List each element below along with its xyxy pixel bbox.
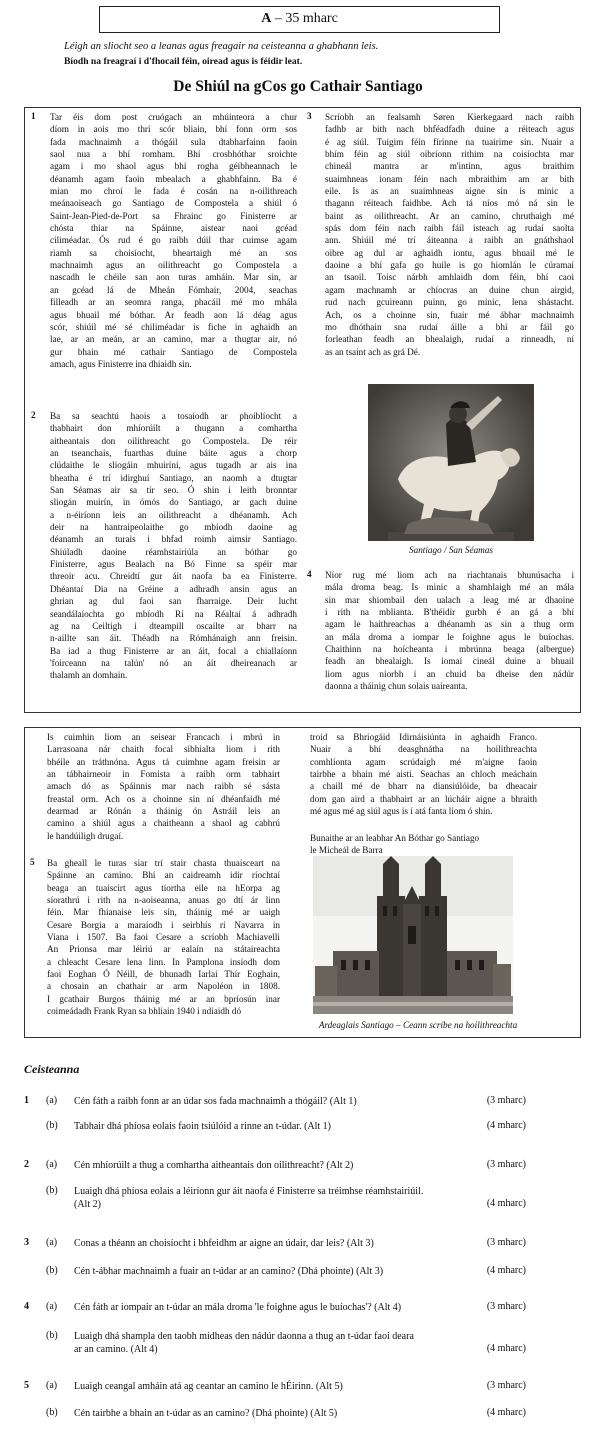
text-line: seandálaíochta go mbíodh Rí na Réaltaí á adhradh: [50, 608, 297, 619]
text-line: déanamh an turais i bhfad roimh aimsir Santiago.: [50, 534, 297, 545]
question-part: (b): [46, 1120, 58, 1131]
passage-title: De Shiúl na gCos go Cathair Santiago: [173, 78, 423, 95]
question-text-line: Luaigh dhá shampla den taobh mídheas den nádúr daonna a thug an t-údar faoi deara: [74, 1331, 414, 1342]
text-line: Scríobh an fealsamh Søren Kierkegaard nach raibh: [325, 112, 574, 122]
paragraph-2: [50, 410, 297, 682]
text-line: clúdaithe le sliogáin mhuiríní, agus tugadh ar ais ina: [50, 460, 297, 471]
source-credit: [310, 832, 540, 857]
section-marks: – 35 mharc: [274, 11, 338, 26]
santiago-statue-image: [368, 384, 534, 541]
text-line: mian mo chroí le fada é cosán na n-oilithreach: [50, 186, 297, 197]
questions-heading: Ceisteanna: [24, 1062, 80, 1076]
text-line: daoine a bhí gafa go huile is go hiomlán le cúramaí: [325, 260, 574, 271]
text-line: Dhéantaí Dia na Gréine a adhradh ansin agus an: [50, 583, 297, 594]
text-line: agam le haithreachas a dhéanamh as sin a thug orm: [325, 619, 574, 630]
question-text: [74, 1301, 504, 1314]
question-text-line: (Alt 2): [74, 1199, 101, 1210]
text-line: ciliméadar. Ós rud é go raibh dúil thar cuimse agam: [50, 235, 297, 246]
question-part: (a): [46, 1095, 58, 1106]
text-line: sliogán muirín, in ómós do Santiago, ar gach duine: [50, 497, 297, 508]
text-line: spás dom féin nach raibh fáil isteach ag rudaí saolta: [325, 223, 574, 234]
question-number: 4: [24, 1301, 29, 1312]
paragraph-number-1: 1: [31, 111, 36, 121]
question-marks: (4 mharc): [486, 1265, 526, 1276]
text-line: mé agus mé ag siúl agus is í atá fanta liom ó shin.: [310, 806, 493, 817]
text-line: a chleacht Cesare lena linn. In Pamplona insíodh dom: [47, 956, 280, 967]
paragraph-5-continued: [310, 731, 537, 817]
text-line: as an tsaint ach as grá Dé.: [325, 346, 421, 357]
text-line: liom agus níorbh í an chuid ba dheise den nádúr: [325, 668, 574, 679]
text-line: gur bhain mé cathair Santiago de Compostela: [50, 346, 297, 357]
text-line: beaga an tuaiscirt agus tíortha eile na hEorpa ag: [47, 882, 280, 893]
text-line: amach dó as Spáinnis mar nach raibh sé sásta: [47, 781, 280, 792]
question-text: [74, 1407, 504, 1420]
text-line: ghrian ag dul faoi san fharraige. Deir lucht: [50, 596, 297, 607]
text-line: baint as oilithreacht. Ar an camino, chruthaigh mé: [325, 210, 574, 221]
text-line: suaimhneas ionam féin nach mbraithim am ar bith: [325, 173, 574, 184]
text-line: an gcéad lá de Mheán Fómhair, 2004, seachas: [50, 284, 297, 295]
text-line: Saint-Jean-Pied-de-Port sa Fhrainc go Finisterre ar: [50, 210, 297, 221]
text-line: oibre ag dul ar aghaidh iontu, agus bhuail mé le: [325, 247, 574, 258]
text-line: eile. Is as an suaimhneas aigne sin is minic a: [325, 186, 574, 197]
text-line: chineál mantra ar m'intinn, agus braithim: [325, 161, 574, 172]
text-line: troid sa Bhriogáid Idirnáisiúnta in aghaidh Franco.: [310, 732, 537, 742]
text-line: Nuair a bhí deasghnátha na hoilithreachta: [310, 744, 537, 755]
question-text: [74, 1237, 504, 1250]
paragraph-4-continued: [47, 731, 280, 842]
text-line: rud nach gcuireann puinn, go minic, lena shástacht.: [325, 297, 574, 308]
text-line: dearmad ar Rónán a tháinig ón Astráil leis an: [47, 806, 280, 817]
text-line: thagann réiteach faidhbe. Ach tá níos mó ná sin le: [325, 198, 574, 209]
question-marks: (3 mharc): [486, 1237, 526, 1248]
text-line: le handúiligh drugaí.: [47, 830, 124, 841]
question-number: 3: [24, 1237, 29, 1248]
question-text-line: Cén t-ábhar machnaimh a fuair an t-údar ar an camino? (Dhá phointe) (Alt 3): [74, 1266, 384, 1277]
text-line: ag na Ceiltigh i dteampill oscailte ar bharr na: [50, 620, 297, 631]
cathedral-caption: Ardeaglais Santiago – Ceann scríbe na hoilithreachta: [318, 1020, 518, 1030]
text-line: an tábhairneoir in Fomista a raibh orm tabhairt: [47, 769, 280, 780]
text-line: Ach, os a choinne sin, fuair mé ábhar machnaimh: [325, 309, 574, 320]
question-marks: (3 mharc): [486, 1095, 526, 1106]
text-line: threoir acu. Chreidtí gur áit naofa ba ea Finisterre.: [50, 571, 297, 582]
text-line: faoi Eoghan Ó Néill, de bhunadh Iarlaí Thír Eoghain,: [47, 969, 280, 980]
question-text: [74, 1330, 504, 1356]
question-part: (a): [46, 1380, 58, 1391]
text-line: Is cuimhin liom an seisear Francach i mbrú in: [47, 732, 280, 742]
question-text-line: Tabhair dhá phíosa eolais faoin tsiúlóid a rinne an t-údar. (Alt 1): [74, 1121, 332, 1132]
question-text-line: Cén mhíorúilt a thug a comhartha aitheantais don oilithreacht? (Alt 2): [74, 1160, 354, 1171]
text-line: camino a shiúl agus a chaitheann a shaol ag cabhrú: [47, 818, 280, 829]
text-line: machnaimh agus an oilithreacht go Compostela a: [50, 260, 297, 271]
question-number: 2: [24, 1159, 29, 1170]
text-line: bhéile an tráthnóna. Agus tá cuimhne agam freisin ar: [47, 756, 280, 767]
question-text: [74, 1120, 504, 1133]
paragraph-number-2: 2: [31, 410, 36, 420]
question-text: [74, 1185, 504, 1211]
question-text: [74, 1095, 504, 1108]
question-part: (b): [46, 1407, 58, 1418]
text-line: riamh sa choisíocht, bheartaigh mé an sos: [50, 247, 297, 258]
question-marks: (4 mharc): [486, 1407, 526, 1418]
text-line: 'foirceann na talún' nó an áit dheireanach ar: [50, 657, 297, 668]
text-line: filleadh ar an seomra ranga, phacáil mé mo mhála: [50, 297, 297, 308]
text-line: saol nua a bhí romham. Bhí crosbhóthar sroichte: [50, 149, 297, 160]
text-line: scór, shiúil mé sé chiliméadar is fiche in aghaidh an: [50, 321, 297, 332]
text-line: Spáinne an camino. Bhí an caidreamh idir ríochtaí: [47, 870, 280, 881]
text-line: feadh an bhealaigh. Is iomaí cineál duine a bhuail: [325, 656, 574, 667]
text-line: Shiúladh daoine réamhstairiúla an bóthar go: [50, 546, 297, 557]
text-line: chósta thiar na Spáinne, aistear naoi gcéad: [50, 223, 297, 234]
question-marks: (4 mharc): [486, 1120, 526, 1131]
text-line: síorathrú i rith na n-aoiseanna, anuas go dtí ár linn: [47, 895, 280, 906]
text-line: déanamh agam faoin mbealach a ghabhfainn. Ba é: [50, 173, 297, 184]
question-text-line: Cén tairbhe a bhain an t-údar as an camino? (Dhá phointe) (Alt 5): [74, 1408, 338, 1419]
text-line: Tar éis dom post cruógach an mhúinteora a chur: [50, 112, 297, 122]
paragraph-4: [325, 569, 574, 692]
text-line: An Prionsa mar léiriú ar ealaín na státaireachta: [47, 944, 280, 955]
text-line: é ag siúl. Tuigim féin fírinne na tuairime sin. Nuair a: [325, 136, 574, 147]
text-line: Ba iad a thug Finisterre ar an áit, focal a chiallaíonn: [50, 645, 297, 656]
question-text-line: Conas a théann an choisíocht i bhfeidhm ar aigne an údair, dar leis? (Alt 3): [74, 1238, 374, 1249]
text-line: fada machnaimh a thógáil sula dtabharfainn faoin: [50, 136, 297, 147]
text-line: an tseanchais, fuarthas duine báite agus a chorp: [50, 448, 297, 459]
question-text: [74, 1380, 504, 1393]
text-line: amach, agus Finisterre ina dhiaidh sin.: [50, 358, 192, 369]
question-text-line: Cén fáth ar iompair an t-údar an mála droma 'le foighne agus le buíochas'? (Alt 4): [74, 1302, 402, 1313]
text-line: tairbhe a bhain mé aisti. Seachas an chloch meáchain: [310, 769, 537, 780]
text-line: comhlíonta agam scrúdaigh mé m'aigne faoin: [310, 756, 537, 767]
text-line: féin. Mar fhianaise leis sin, tháinig mé ar uaigh: [47, 907, 280, 918]
text-line: agam machnamh ar chíocras an duine chun airgid,: [325, 284, 574, 295]
text-line: meánaoiseach go Santiago de Compostela a shiúl ó: [50, 198, 297, 209]
instruction-text: Léigh an sliocht seo a leanas agus freagair na ceisteanna a ghabhann leis.: [64, 41, 379, 52]
text-line: n-aillte san áit. Théadh na Rómhánaigh ann freisin.: [50, 633, 297, 644]
statue-caption: Santiago / San Séamas: [409, 545, 493, 555]
text-line: forleathan feadh an bhealaigh, rudaí a rinneadh, ní: [325, 334, 574, 345]
text-line: agam i mo shaol agus bhí rogha géibheannach le: [50, 161, 297, 172]
text-line: ann. Shiúil mé trí áiteanna a raibh an gnáthshaol: [325, 235, 574, 246]
text-line: lae, ar an meán, ar an camino, mar a thugtar air, nó: [50, 334, 297, 345]
answer-note: Bíodh na freagraí i d'fhocail féin, oiread agus is féidir leat.: [64, 56, 303, 67]
question-part: (a): [46, 1301, 58, 1312]
text-line: an tsaoil. Toisc nárbh amhlaidh dom féin, bhí caoi: [325, 272, 574, 283]
section-letter: A: [261, 11, 272, 26]
question-part: (a): [46, 1159, 58, 1170]
question-part: (a): [46, 1237, 58, 1248]
text-line: agus bhuail mé bóthar. Ar feadh aon lá déag agus: [50, 309, 297, 320]
question-text-line: Cén fáth a raibh fonn ar an údar sos fada machnaimh a thógáil? (Alt 1): [74, 1096, 357, 1107]
text-line: San Séamas air sa tír seo. Ó shin i leith bronntar: [50, 485, 297, 496]
paragraph-3: [325, 111, 574, 358]
question-text: [74, 1159, 504, 1172]
question-number: 1: [24, 1095, 29, 1106]
text-line: Ba gheall le turas siar trí stair chasta thuaisceart na: [47, 858, 280, 868]
text-line: mo dhóthain sna rudaí áille a bhí ar fáil go: [325, 321, 574, 332]
text-line: fadhb ar bith nach bhféadfadh duine a réiteach agus: [325, 124, 574, 135]
text-line: daonna a tháinig chun solais uaireanta.: [325, 681, 468, 692]
paragraph-number-3: 3: [307, 111, 312, 121]
paragraph-5: [47, 857, 280, 1017]
question-part: (b): [46, 1330, 58, 1341]
question-text-line: Luaigh dhá phíosa eolais a léiríonn gur áit naofa é Finisterre sa tréimhse réamhstairiúil.: [74, 1186, 424, 1197]
text-line: aitheantais don oilithreacht go Compostela. De réir: [50, 435, 297, 446]
question-text: [74, 1265, 504, 1278]
text-line: díom in aois mo thrí scór bliain, bhí fonn orm sos: [50, 124, 297, 135]
text-line: Chaithinn na hoícheanta i mbrúnna beaga (albergue): [325, 644, 574, 655]
text-line: Viana i 1507. Ba faoi Cesare a scríobh Machiavelli: [47, 932, 280, 943]
text-line: Cesare Borgia a maraíodh i seirbhís rí Navarra in: [47, 919, 280, 930]
question-marks: (3 mharc): [486, 1159, 526, 1170]
paragraph-number-5: 5: [30, 857, 35, 867]
question-part: (b): [46, 1265, 58, 1276]
text-line: a n-éiríonn leis an oilithreacht a dhéanamh. Ach: [50, 509, 297, 520]
text-line: thabhairt don mhíorúilt a thugann a comhartha: [50, 423, 297, 434]
question-part: (b): [46, 1185, 58, 1196]
text-line: Ba sa seachtú haois a tosaíodh ar phoiblíocht a: [50, 411, 297, 421]
question-marks: (4 mharc): [486, 1343, 526, 1354]
section-header-box: [99, 6, 500, 33]
text-line: deir na hantraipeolaithe go mbíodh daoine ag: [50, 522, 297, 533]
text-line: coimeádadh Frank Ryan sa bhliain 1940 i ndiaidh dó: [47, 1006, 242, 1017]
text-line: thalamh an domhain.: [50, 670, 128, 681]
question-text-line: ar an camino. (Alt 4): [74, 1344, 158, 1355]
text-line: Níor rug mé liom ach na riachtanais bhunúsacha i: [325, 570, 574, 580]
source-line-1: Bunaithe ar an leabhar An Bóthar go Santiago: [310, 833, 480, 843]
text-line: freastal orm. Ach os a choinne sin ní dhéanfaidh mé: [47, 793, 280, 804]
text-line: mála droma beag. Is minic a shamhlaigh mé an mála: [325, 582, 574, 593]
text-line: bheatha é trí idirghuí Santiago, an naomh a dtugtar: [50, 472, 297, 483]
question-marks: (4 mharc): [486, 1198, 526, 1209]
text-line: I gcathair Burgos tháinig mé ar an bpríosún inar: [47, 993, 280, 1004]
paragraph-1: [50, 111, 297, 370]
question-marks: (3 mharc): [486, 1301, 526, 1312]
cathedral-image: [313, 856, 513, 1014]
text-line: a chaill mé de bharr na diansiúlóide, ba dheacair: [310, 781, 537, 792]
text-line: an mála droma a iompar le foighne agus le buíochas.: [325, 631, 574, 642]
text-line: Finisterre, agus Bealach na Bó Finne sa spéir mar: [50, 559, 297, 570]
text-line: Larrasoana nár chaith focal sibhialta liom i rith: [47, 744, 280, 755]
text-line: i rith na mblianta. B'théidir gurbh é an gá a bhí: [325, 607, 574, 618]
text-line: sin mar shiombail den ualach a leag mé ar dhaoine: [325, 594, 574, 605]
text-line: bhím féin ag siúl oibríonn rithim na coisíochta mar: [325, 149, 574, 160]
source-line-2: le Micheál de Barra: [310, 845, 383, 856]
question-number: 5: [24, 1380, 29, 1391]
question-marks: (3 mharc): [486, 1380, 526, 1391]
question-text-line: Luaigh ceangal amháin atá ag ceantar an camino le hÉirinn. (Alt 5): [74, 1381, 343, 1392]
text-line: a chosain an chathair ar arm Napoléon in 1808.: [47, 981, 280, 992]
text-line: nascadh le chéile san aon turas amháin. Mar sin, ar: [50, 272, 297, 283]
text-line: dom gan aird a thabhairt ar an lúcháir aigne a bhraith: [310, 793, 537, 804]
paragraph-number-4: 4: [307, 569, 312, 579]
